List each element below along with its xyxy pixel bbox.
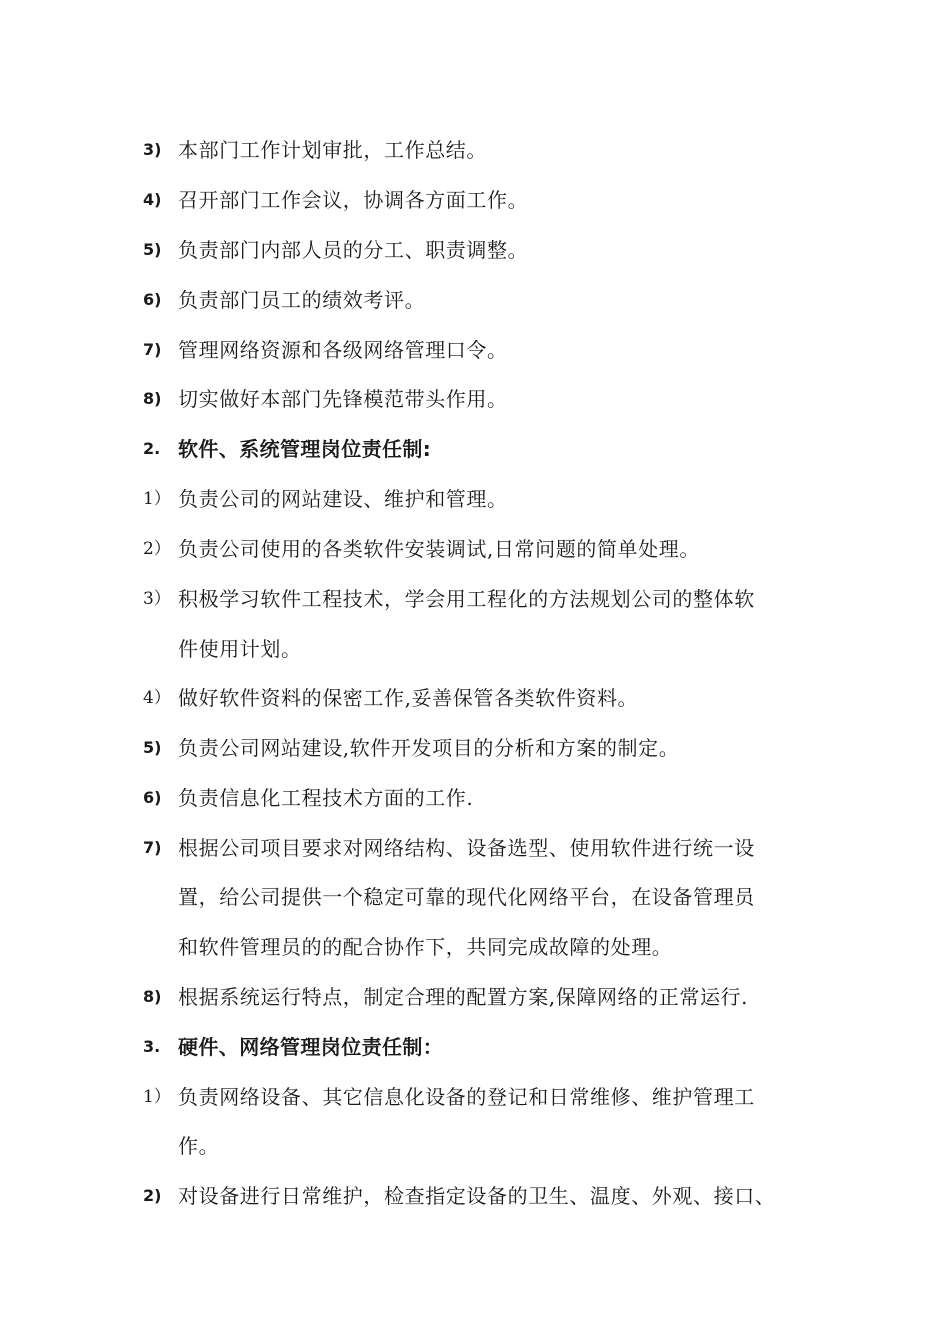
item-text: 根据公司项目要求对网络结构、设备选型、使用软件进行统一设 (178, 836, 755, 860)
item-text: 置，给公司提供一个稳定可靠的现代化网络平台，在设备管理员 (178, 885, 755, 909)
section-number: 2. (143, 439, 161, 458)
item-number: 8) (143, 987, 162, 1006)
item-number: 6) (143, 290, 162, 309)
item-number: 2） (143, 539, 171, 559)
item-text: 对设备进行日常维护，检查指定设备的卫生、温度、外观、接口、 (178, 1184, 776, 1208)
item-text: 作。 (178, 1134, 220, 1158)
item-text: 负责公司网站建设,软件开发项目的分析和方案的制定。 (178, 736, 680, 760)
item-text: 本部门工作计划审批，工作总结。 (178, 138, 487, 162)
item-text: 和软件管理员的的配合协作下，共同完成故障的处理。 (178, 935, 673, 959)
item-text: 召开部门工作会议，协调各方面工作。 (178, 188, 529, 212)
item-number: 4) (143, 190, 162, 209)
item-text: 负责公司的网站建设、维护和管理。 (178, 487, 508, 511)
item-number: 1） (143, 1087, 171, 1107)
section-title: 硬件、网络管理岗位责任制： (178, 1035, 444, 1059)
item-text: 负责部门员工的绩效考评。 (178, 288, 426, 312)
item-number: 7) (143, 838, 162, 857)
item-number: 1） (143, 489, 171, 509)
item-number: 2) (143, 1186, 162, 1205)
item-text: 根据系统运行特点，制定合理的配置方案,保障网络的正常运行. (178, 985, 749, 1009)
item-number: 5) (143, 738, 162, 757)
item-number: 3) (143, 140, 162, 159)
item-text: 管理网络资源和各级网络管理口令。 (178, 338, 508, 362)
item-text: 做好软件资料的保密工作,妥善保管各类软件资料。 (178, 686, 639, 710)
item-text: 切实做好本部门先锋模范带头作用。 (178, 387, 508, 411)
item-number: 8) (143, 389, 162, 408)
item-text: 负责网络设备、其它信息化设备的登记和日常维修、维护管理工 (178, 1085, 755, 1109)
item-text: 积极学习软件工程技术，学会用工程化的方法规划公司的整体软 (178, 587, 755, 611)
item-text: 负责公司使用的各类软件安装调试,日常问题的简单处理。 (178, 537, 700, 561)
item-number: 3） (143, 589, 171, 609)
item-number: 7) (143, 340, 162, 359)
item-number: 4） (143, 688, 171, 708)
section-title: 软件、系统管理岗位责任制: (178, 437, 432, 461)
item-number: 6) (143, 788, 162, 807)
section-number: 3. (143, 1037, 161, 1056)
item-text: 件使用计划。 (178, 637, 302, 661)
item-number: 5) (143, 240, 162, 259)
item-text: 负责信息化工程技术方面的工作. (178, 786, 474, 810)
item-text: 负责部门内部人员的分工、职责调整。 (178, 238, 529, 262)
